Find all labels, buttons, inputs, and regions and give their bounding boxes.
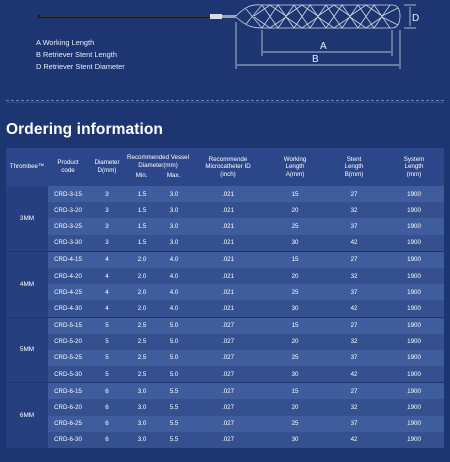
stent-diagram — [0, 0, 450, 95]
col-working-length: Working Length A(mm) — [266, 148, 324, 186]
table-row — [6, 202, 444, 218]
cell-vessel-max: 4.0 — [158, 300, 190, 317]
cell-vessel-min: 1.5 — [126, 218, 158, 234]
cell-microcatheter-id: .021 — [190, 284, 266, 300]
cell-stent-length: 32 — [324, 399, 384, 415]
table-row — [6, 235, 444, 252]
table-row — [6, 218, 444, 234]
cell-system-length: 1900 — [384, 416, 444, 432]
cell-working-length: 20 — [266, 334, 324, 350]
cell-product-code: CRD-6-30 — [48, 432, 88, 449]
cell-product-code: CRD-6-15 — [48, 383, 88, 400]
cell-stent-length: 37 — [324, 284, 384, 300]
cell-vessel-max: 5.0 — [158, 317, 190, 334]
cell-vessel-max: 5.5 — [158, 383, 190, 400]
col-vessel-min: Min. — [135, 172, 148, 180]
cell-microcatheter-id: .027 — [190, 334, 266, 350]
cell-vessel-min: 2.5 — [126, 366, 158, 383]
cell-diameter: 4 — [88, 284, 126, 300]
cell-system-length: 1900 — [384, 350, 444, 366]
diagram-legend — [36, 37, 125, 73]
stent-mesh — [236, 5, 400, 28]
cell-product-code: CRD-3-15 — [48, 186, 88, 202]
col-system-length: System Length (mm) — [384, 148, 444, 186]
ordering-table-body — [6, 186, 444, 449]
cell-stent-length: 27 — [324, 383, 384, 400]
cell-diameter: 5 — [88, 366, 126, 383]
group-label: 3MM — [6, 186, 48, 251]
cell-microcatheter-id: .027 — [190, 317, 266, 334]
col-thrombee: Thrombee™ — [6, 148, 48, 186]
cell-product-code: CRD-5-25 — [48, 350, 88, 366]
cell-vessel-min: 2.5 — [126, 350, 158, 366]
cell-system-length: 1900 — [384, 300, 444, 317]
cell-vessel-max: 5.0 — [158, 350, 190, 366]
cell-stent-length: 37 — [324, 350, 384, 366]
table-row — [6, 334, 444, 350]
cell-working-length: 15 — [266, 317, 324, 334]
cell-system-length: 1900 — [384, 383, 444, 400]
cell-product-code: CRD-4-25 — [48, 284, 88, 300]
cell-vessel-max: 5.5 — [158, 416, 190, 432]
cell-microcatheter-id: .021 — [190, 235, 266, 252]
cell-working-length: 25 — [266, 218, 324, 234]
col-stent-length: Stent Length B(mm) — [324, 148, 384, 186]
cell-microcatheter-id: .021 — [190, 202, 266, 218]
dim-label-d: D — [412, 13, 420, 24]
cell-stent-length: 32 — [324, 334, 384, 350]
cell-product-code: CRD-4-30 — [48, 300, 88, 317]
cell-stent-length: 27 — [324, 186, 384, 202]
table-row — [6, 284, 444, 300]
cell-system-length: 1900 — [384, 432, 444, 449]
cell-working-length: 20 — [266, 399, 324, 415]
cell-system-length: 1900 — [384, 235, 444, 252]
group-label: 4MM — [6, 251, 48, 317]
dim-label-b: B — [312, 54, 319, 65]
cell-diameter: 6 — [88, 432, 126, 449]
cell-vessel-max: 4.0 — [158, 284, 190, 300]
cell-system-length: 1900 — [384, 284, 444, 300]
cell-vessel-max: 3.0 — [158, 186, 190, 202]
cell-product-code: CRD-5-15 — [48, 317, 88, 334]
cell-vessel-max: 3.0 — [158, 202, 190, 218]
cell-microcatheter-id: .021 — [190, 251, 266, 268]
cell-vessel-max: 4.0 — [158, 268, 190, 284]
cell-vessel-max: 5.5 — [158, 399, 190, 415]
cell-stent-length: 32 — [324, 268, 384, 284]
cell-microcatheter-id: .021 — [190, 186, 266, 202]
cell-stent-length: 37 — [324, 416, 384, 432]
col-vessel-max: Max. — [166, 172, 181, 180]
cell-microcatheter-id: .027 — [190, 350, 266, 366]
cell-product-code: CRD-3-30 — [48, 235, 88, 252]
col-diameter: Diameter D(mm) — [88, 148, 126, 186]
cell-vessel-min: 2.0 — [126, 300, 158, 317]
cell-vessel-max: 3.0 — [158, 235, 190, 252]
cell-system-length: 1900 — [384, 251, 444, 268]
cell-vessel-min: 3.0 — [126, 383, 158, 400]
cell-system-length: 1900 — [384, 399, 444, 415]
cell-vessel-min: 2.5 — [126, 334, 158, 350]
col-product-code: Product code — [48, 148, 88, 186]
cell-product-code: CRD-5-30 — [48, 366, 88, 383]
cell-vessel-max: 3.0 — [158, 218, 190, 234]
cell-diameter: 6 — [88, 416, 126, 432]
legend-item-a: A Working Length — [36, 38, 95, 47]
table-row — [6, 186, 444, 202]
cell-product-code: CRD-6-20 — [48, 399, 88, 415]
cell-working-length: 25 — [266, 284, 324, 300]
cell-microcatheter-id: .027 — [190, 432, 266, 449]
cell-system-length: 1900 — [384, 202, 444, 218]
cell-microcatheter-id: .021 — [190, 268, 266, 284]
cell-diameter: 3 — [88, 218, 126, 234]
col-microcatheter: Recommende Microcatheter ID (inch) — [190, 148, 266, 186]
cell-diameter: 3 — [88, 202, 126, 218]
cell-diameter: 6 — [88, 383, 126, 400]
cell-stent-length: 42 — [324, 300, 384, 317]
cell-vessel-min: 2.0 — [126, 268, 158, 284]
table-row — [6, 268, 444, 284]
cell-vessel-min: 1.5 — [126, 235, 158, 252]
cell-system-length: 1900 — [384, 366, 444, 383]
cell-working-length: 20 — [266, 202, 324, 218]
cell-working-length: 30 — [266, 235, 324, 252]
col-vessel-diameter: Recommended Vessel Diameter(mm) Min. Max. — [126, 148, 190, 186]
cell-vessel-min: 2.0 — [126, 251, 158, 268]
cell-microcatheter-id: .021 — [190, 218, 266, 234]
cell-product-code: CRD-6-25 — [48, 416, 88, 432]
cell-system-length: 1900 — [384, 186, 444, 202]
cell-stent-length: 42 — [324, 235, 384, 252]
cell-vessel-min: 3.0 — [126, 432, 158, 449]
cell-product-code: CRD-5-20 — [48, 334, 88, 350]
cell-working-length: 30 — [266, 300, 324, 317]
cell-working-length: 15 — [266, 186, 324, 202]
legend-item-b: B Retriever Stent Length — [36, 50, 117, 59]
cell-working-length: 15 — [266, 383, 324, 400]
table-row — [6, 399, 444, 415]
cell-system-length: 1900 — [384, 334, 444, 350]
cell-working-length: 15 — [266, 251, 324, 268]
table-row — [6, 350, 444, 366]
cell-diameter: 4 — [88, 268, 126, 284]
cell-stent-length: 27 — [324, 251, 384, 268]
legend-item-d: D Retriever Stent Diameter — [36, 62, 125, 71]
cell-vessel-min: 2.5 — [126, 317, 158, 334]
cell-diameter: 3 — [88, 186, 126, 202]
dim-label-a: A — [320, 41, 327, 52]
group-label: 6MM — [6, 383, 48, 449]
cell-system-length: 1900 — [384, 317, 444, 334]
cell-product-code: CRD-4-20 — [48, 268, 88, 284]
table-row — [6, 432, 444, 449]
cell-working-length: 20 — [266, 268, 324, 284]
group-label: 5MM — [6, 317, 48, 383]
cell-working-length: 30 — [266, 432, 324, 449]
cell-microcatheter-id: .021 — [190, 300, 266, 317]
cell-vessel-min: 1.5 — [126, 202, 158, 218]
table-row — [6, 383, 444, 400]
cell-vessel-min: 1.5 — [126, 186, 158, 202]
cell-vessel-min: 3.0 — [126, 416, 158, 432]
cell-diameter: 6 — [88, 399, 126, 415]
cell-diameter: 4 — [88, 251, 126, 268]
cell-stent-length: 42 — [324, 366, 384, 383]
table-row — [6, 300, 444, 317]
cell-diameter: 5 — [88, 350, 126, 366]
cell-microcatheter-id: .027 — [190, 366, 266, 383]
cell-vessel-max: 5.0 — [158, 366, 190, 383]
cell-stent-length: 27 — [324, 317, 384, 334]
cell-stent-length: 42 — [324, 432, 384, 449]
cell-diameter: 5 — [88, 317, 126, 334]
cell-diameter: 3 — [88, 235, 126, 252]
ordering-table — [6, 148, 444, 449]
cell-vessel-max: 5.0 — [158, 334, 190, 350]
cell-working-length: 30 — [266, 366, 324, 383]
cell-working-length: 25 — [266, 416, 324, 432]
cell-microcatheter-id: .027 — [190, 399, 266, 415]
cell-microcatheter-id: .027 — [190, 416, 266, 432]
cell-stent-length: 32 — [324, 202, 384, 218]
cell-system-length: 1900 — [384, 268, 444, 284]
cell-vessel-min: 3.0 — [126, 399, 158, 415]
cell-stent-length: 37 — [324, 218, 384, 234]
cell-product-code: CRD-4-15 — [48, 251, 88, 268]
cell-vessel-max: 4.0 — [158, 251, 190, 268]
cell-product-code: CRD-3-25 — [48, 218, 88, 234]
cell-vessel-min: 2.0 — [126, 284, 158, 300]
table-row — [6, 416, 444, 432]
cell-diameter: 5 — [88, 334, 126, 350]
cell-product-code: CRD-3-20 — [48, 202, 88, 218]
cell-diameter: 4 — [88, 300, 126, 317]
section-heading: Ordering information — [6, 121, 163, 138]
dimension-lines — [236, 5, 416, 69]
marker-band — [210, 14, 222, 19]
cell-vessel-max: 5.5 — [158, 432, 190, 449]
cell-working-length: 25 — [266, 350, 324, 366]
table-row — [6, 366, 444, 383]
table-row — [6, 317, 444, 334]
cell-system-length: 1900 — [384, 218, 444, 234]
table-row — [6, 251, 444, 268]
cell-microcatheter-id: .027 — [190, 383, 266, 400]
